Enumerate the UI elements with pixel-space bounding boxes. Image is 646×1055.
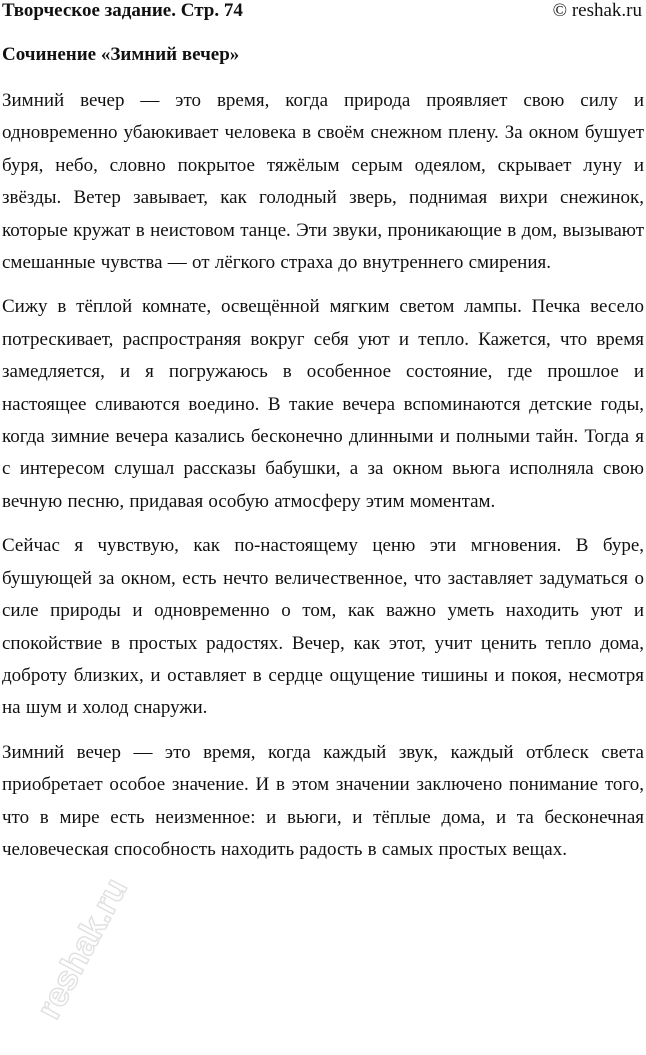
essay-paragraph-2: Сижу в тёплой комнате, освещённой мягким светом лампы. Печка весело потрескивает, распространяя вокруг себя уют и тепло. Кажется, что время замедляется, и я погружаюсь в особенное состояние, где прошлое и настоящее сливаются воедино. В такие вечера вспоминаются детские годы, когда зимние вечера казались бесконечно длинными и полными тайн. Тогда я с интересом слушал рассказы бабушки, а за окном вьюга исполняла свою вечную песню, придавая особую атмосферу этим моментам. — [2, 296, 644, 512]
essay-paragraph-4: Зимний вечер — это время, когда каждый звук, каждый отблеск света приобретает особое значение. И в этом значении заключено понимание того, что в мире есть неизменное: и вьюги, и тёплые дома, и та бесконечная человеческая способность находить радость в самых простых вещах. — [2, 741, 644, 860]
watermark-text: reshak.ru — [29, 872, 136, 1026]
essay-title: Сочинение «Зимний вечер» — [2, 44, 240, 65]
site-credit[interactable]: © reshak.ru — [552, 0, 642, 21]
page-header — [2, 0, 644, 24]
task-title: Творческое задание. Стр. 74 — [2, 0, 243, 21]
essay-paragraph-1: Зимний вечер — это время, когда природа проявляет свою силу и одновременно убаюкивает человека в своём снежном плену. За окном бушует буря, небо, словно покрытое тяжёлым серым одеялом, скрывает луну и звёзды. Ветер завывает, как голодный зверь, поднимая вихри снежинок, которые кружат в неистовом танце. Эти звуки, проникающие в дом, вызывают смешанные чувства — от лёгкого страха до внутреннего смирения. — [2, 90, 644, 274]
essay-paragraph-3: Сейчас я чувствую, как по-настоящему ценю эти мгновения. В буре, бушующей за окном, есть нечто величественное, что заставляет задуматься о силе природы и одновременно о том, как важно уметь находить уют и спокойствие в простых радостях. Вечер, как этот, учит ценить тепло дома, доброту близких, и оставляет в сердце ощущение тишины и покоя, несмотря на шум и холод снаружи. — [2, 535, 644, 719]
